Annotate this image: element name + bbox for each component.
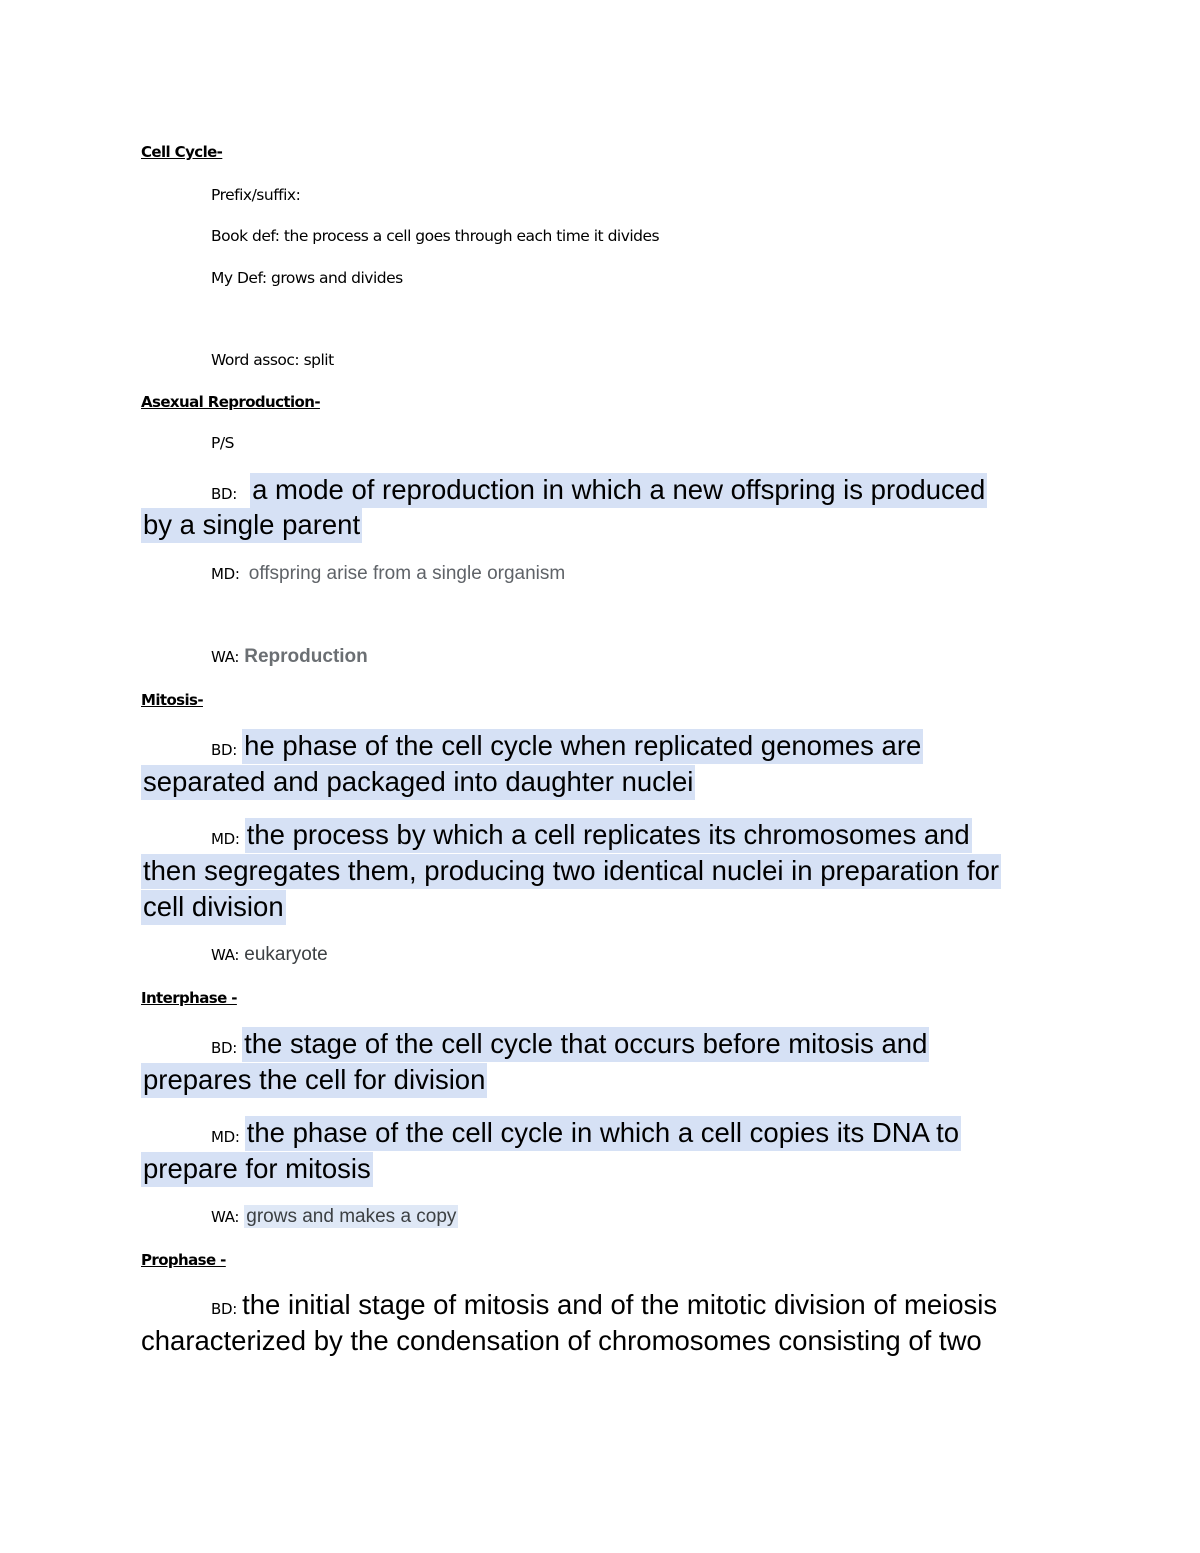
- mitosis-bd-line-2: [141, 766, 695, 798]
- interphase-md-line-2: [141, 1153, 373, 1185]
- interphase-md-text-2: prepare for mitosis: [141, 1152, 373, 1187]
- asexual-md-line: [211, 563, 565, 585]
- mitosis-bd-text-2: separated and packaged into daughter nuclei: [141, 765, 695, 800]
- interphase-bd-text-1: the stage of the cell cycle that occurs before mitosis and: [242, 1027, 929, 1062]
- heading-interphase: Interphase -: [141, 989, 237, 1007]
- interphase-bd-text-2: prepares the cell for division: [141, 1063, 487, 1098]
- cell-cycle-book-def: Book def: the process a cell goes through each time it divides: [211, 227, 660, 245]
- mitosis-md-text-1: the process by which a cell replicates its chromosomes and: [245, 818, 972, 853]
- mitosis-md-text-3: cell division: [141, 890, 286, 925]
- asexual-ps: P/S: [211, 434, 234, 452]
- wa-label: WA:: [211, 946, 240, 964]
- heading-prophase: Prophase -: [141, 1251, 226, 1269]
- md-label: MD:: [211, 565, 240, 583]
- mitosis-wa-text: eukaryote: [244, 944, 328, 965]
- cell-cycle-word-assoc: Word assoc: split: [211, 351, 334, 369]
- mitosis-bd-text-1: he phase of the cell cycle when replicated genomes are: [242, 729, 923, 764]
- asexual-md-text: offspring arise from a single organism: [248, 563, 566, 584]
- asexual-bd-line-2: [141, 509, 362, 541]
- mitosis-wa-line: [211, 944, 328, 966]
- prophase-bd-line: [211, 1289, 997, 1321]
- wa-label: WA:: [211, 648, 240, 666]
- wa-label: WA:: [211, 1208, 240, 1226]
- heading-asexual-reproduction: Asexual Reproduction-: [141, 393, 320, 411]
- asexual-bd-line: [211, 474, 987, 506]
- interphase-md-text-1: the phase of the cell cycle in which a cell copies its DNA to: [245, 1116, 961, 1151]
- asexual-wa-text: Reproduction: [244, 646, 368, 667]
- heading-mitosis: Mitosis-: [141, 691, 203, 709]
- interphase-md-line: [211, 1117, 961, 1149]
- asexual-bd-text-2: by a single parent: [141, 508, 362, 543]
- interphase-wa-text: grows and makes a copy: [246, 1206, 457, 1227]
- mitosis-md-line-3: [141, 891, 286, 923]
- mitosis-md-line-2: [141, 855, 1001, 887]
- mitosis-md-line: [211, 819, 972, 851]
- bd-label: BD:: [211, 741, 237, 759]
- md-label: MD:: [211, 830, 240, 848]
- interphase-bd-line-2: [141, 1064, 487, 1096]
- prophase-bd-line-2: [141, 1325, 982, 1357]
- mitosis-bd-line: [211, 730, 923, 762]
- prophase-bd-text-1: the initial stage of mitosis and of the mitotic division of meiosis: [242, 1289, 998, 1320]
- bd-label: BD:: [211, 485, 237, 503]
- asexual-bd-text-1: a mode of reproduction in which a new offspring is produced: [250, 473, 987, 508]
- asexual-wa-line: [211, 646, 368, 668]
- bd-label: BD:: [211, 1300, 237, 1318]
- heading-cell-cycle: Cell Cycle-: [141, 143, 223, 161]
- cell-cycle-my-def: My Def: grows and divides: [211, 269, 403, 287]
- prophase-bd-text-2: characterized by the condensation of chromosomes consisting of two: [141, 1325, 982, 1356]
- bd-label: BD:: [211, 1039, 237, 1057]
- mitosis-md-text-2: then segregates them, producing two identical nuclei in preparation for: [141, 854, 1001, 889]
- cell-cycle-prefix: Prefix/suffix:: [211, 186, 301, 204]
- interphase-wa-line: [211, 1206, 458, 1228]
- interphase-bd-line: [211, 1028, 929, 1060]
- md-label: MD:: [211, 1128, 240, 1146]
